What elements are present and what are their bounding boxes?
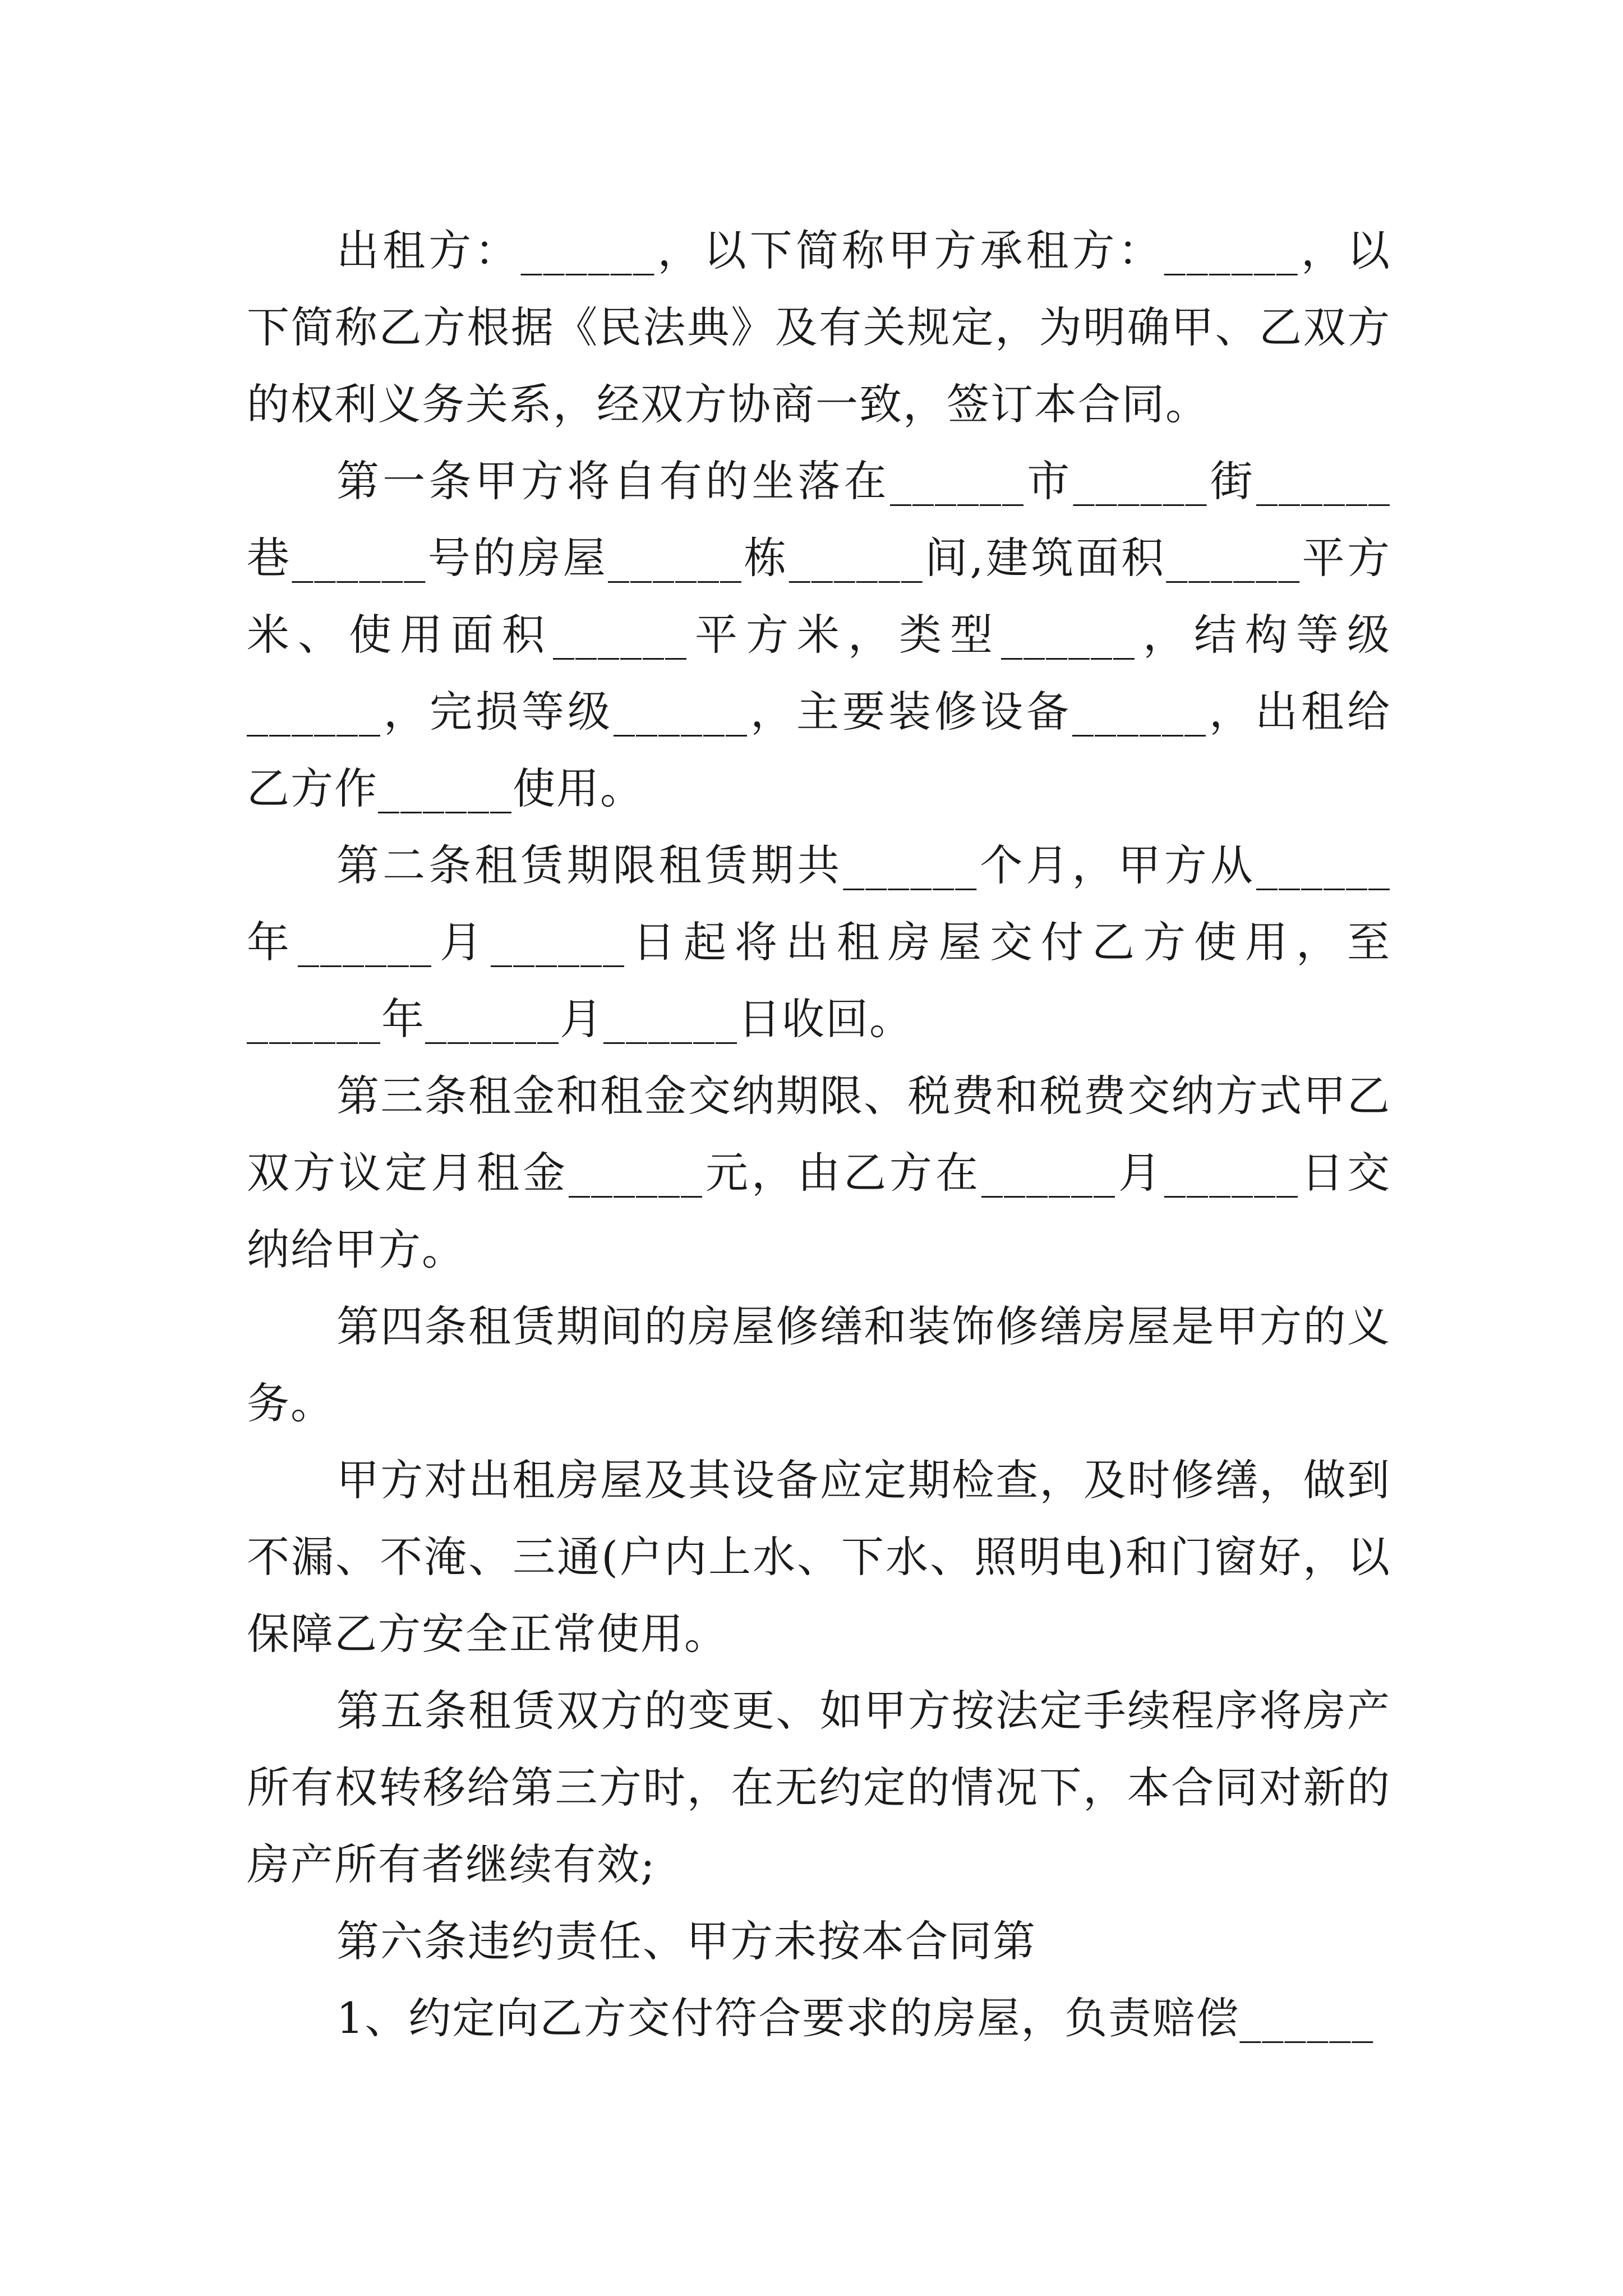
- paragraph-article-6: 第六条违约责任、甲方未按本合同第: [336, 1916, 1036, 1966]
- paragraph-article-5: 第五条租赁双方的变更、如甲方按法定手续程序将房产所有权转移给第三方时，在无约定的情况下，本合同对新的房产所有者继续有效;: [247, 1686, 1391, 1889]
- paragraph-article-1: 第一条甲方将自有的坐落在______市______街______巷______号的房屋______栋______间,建筑面积______平方米、使用面积______平方米，类型______，结构等级______，完损等级______，主要装修设备______，出租给乙方作______使用。: [247, 456, 1391, 813]
- paragraph-article-6-item-1: 1、约定向乙方交付符合要求的房屋，负责赔偿______: [336, 1993, 1375, 2043]
- paragraph-article-4: 第四条租赁期间的房屋修缮和装饰修缮房屋是甲方的义务。: [247, 1301, 1391, 1428]
- paragraph-article-2: 第二条租赁期限租赁期共______个月，甲方从______年______月______日起将出租房屋交付乙方使用，至______年______月______日收回。: [247, 840, 1391, 1044]
- contract-document: [247, 212, 1391, 2056]
- paragraph-article-4-detail: 甲方对出租房屋及其设备应定期检查，及时修缮，做到不漏、不淹、三通(户内上水、下水、照明电)和门窗好，以保障乙方安全正常使用。: [247, 1455, 1391, 1659]
- paragraph-parties: 出租方：______，以下简称甲方承租方：______，以下简称乙方根据《民法典》及有关规定，为明确甲、乙双方的权利义务关系，经双方协商一致，签订本合同。: [247, 226, 1391, 429]
- paragraph-article-3: 第三条租金和租金交纳期限、税费和税费交纳方式甲乙双方议定月租金______元，由乙方在______月______日交纳给甲方。: [247, 1071, 1391, 1274]
